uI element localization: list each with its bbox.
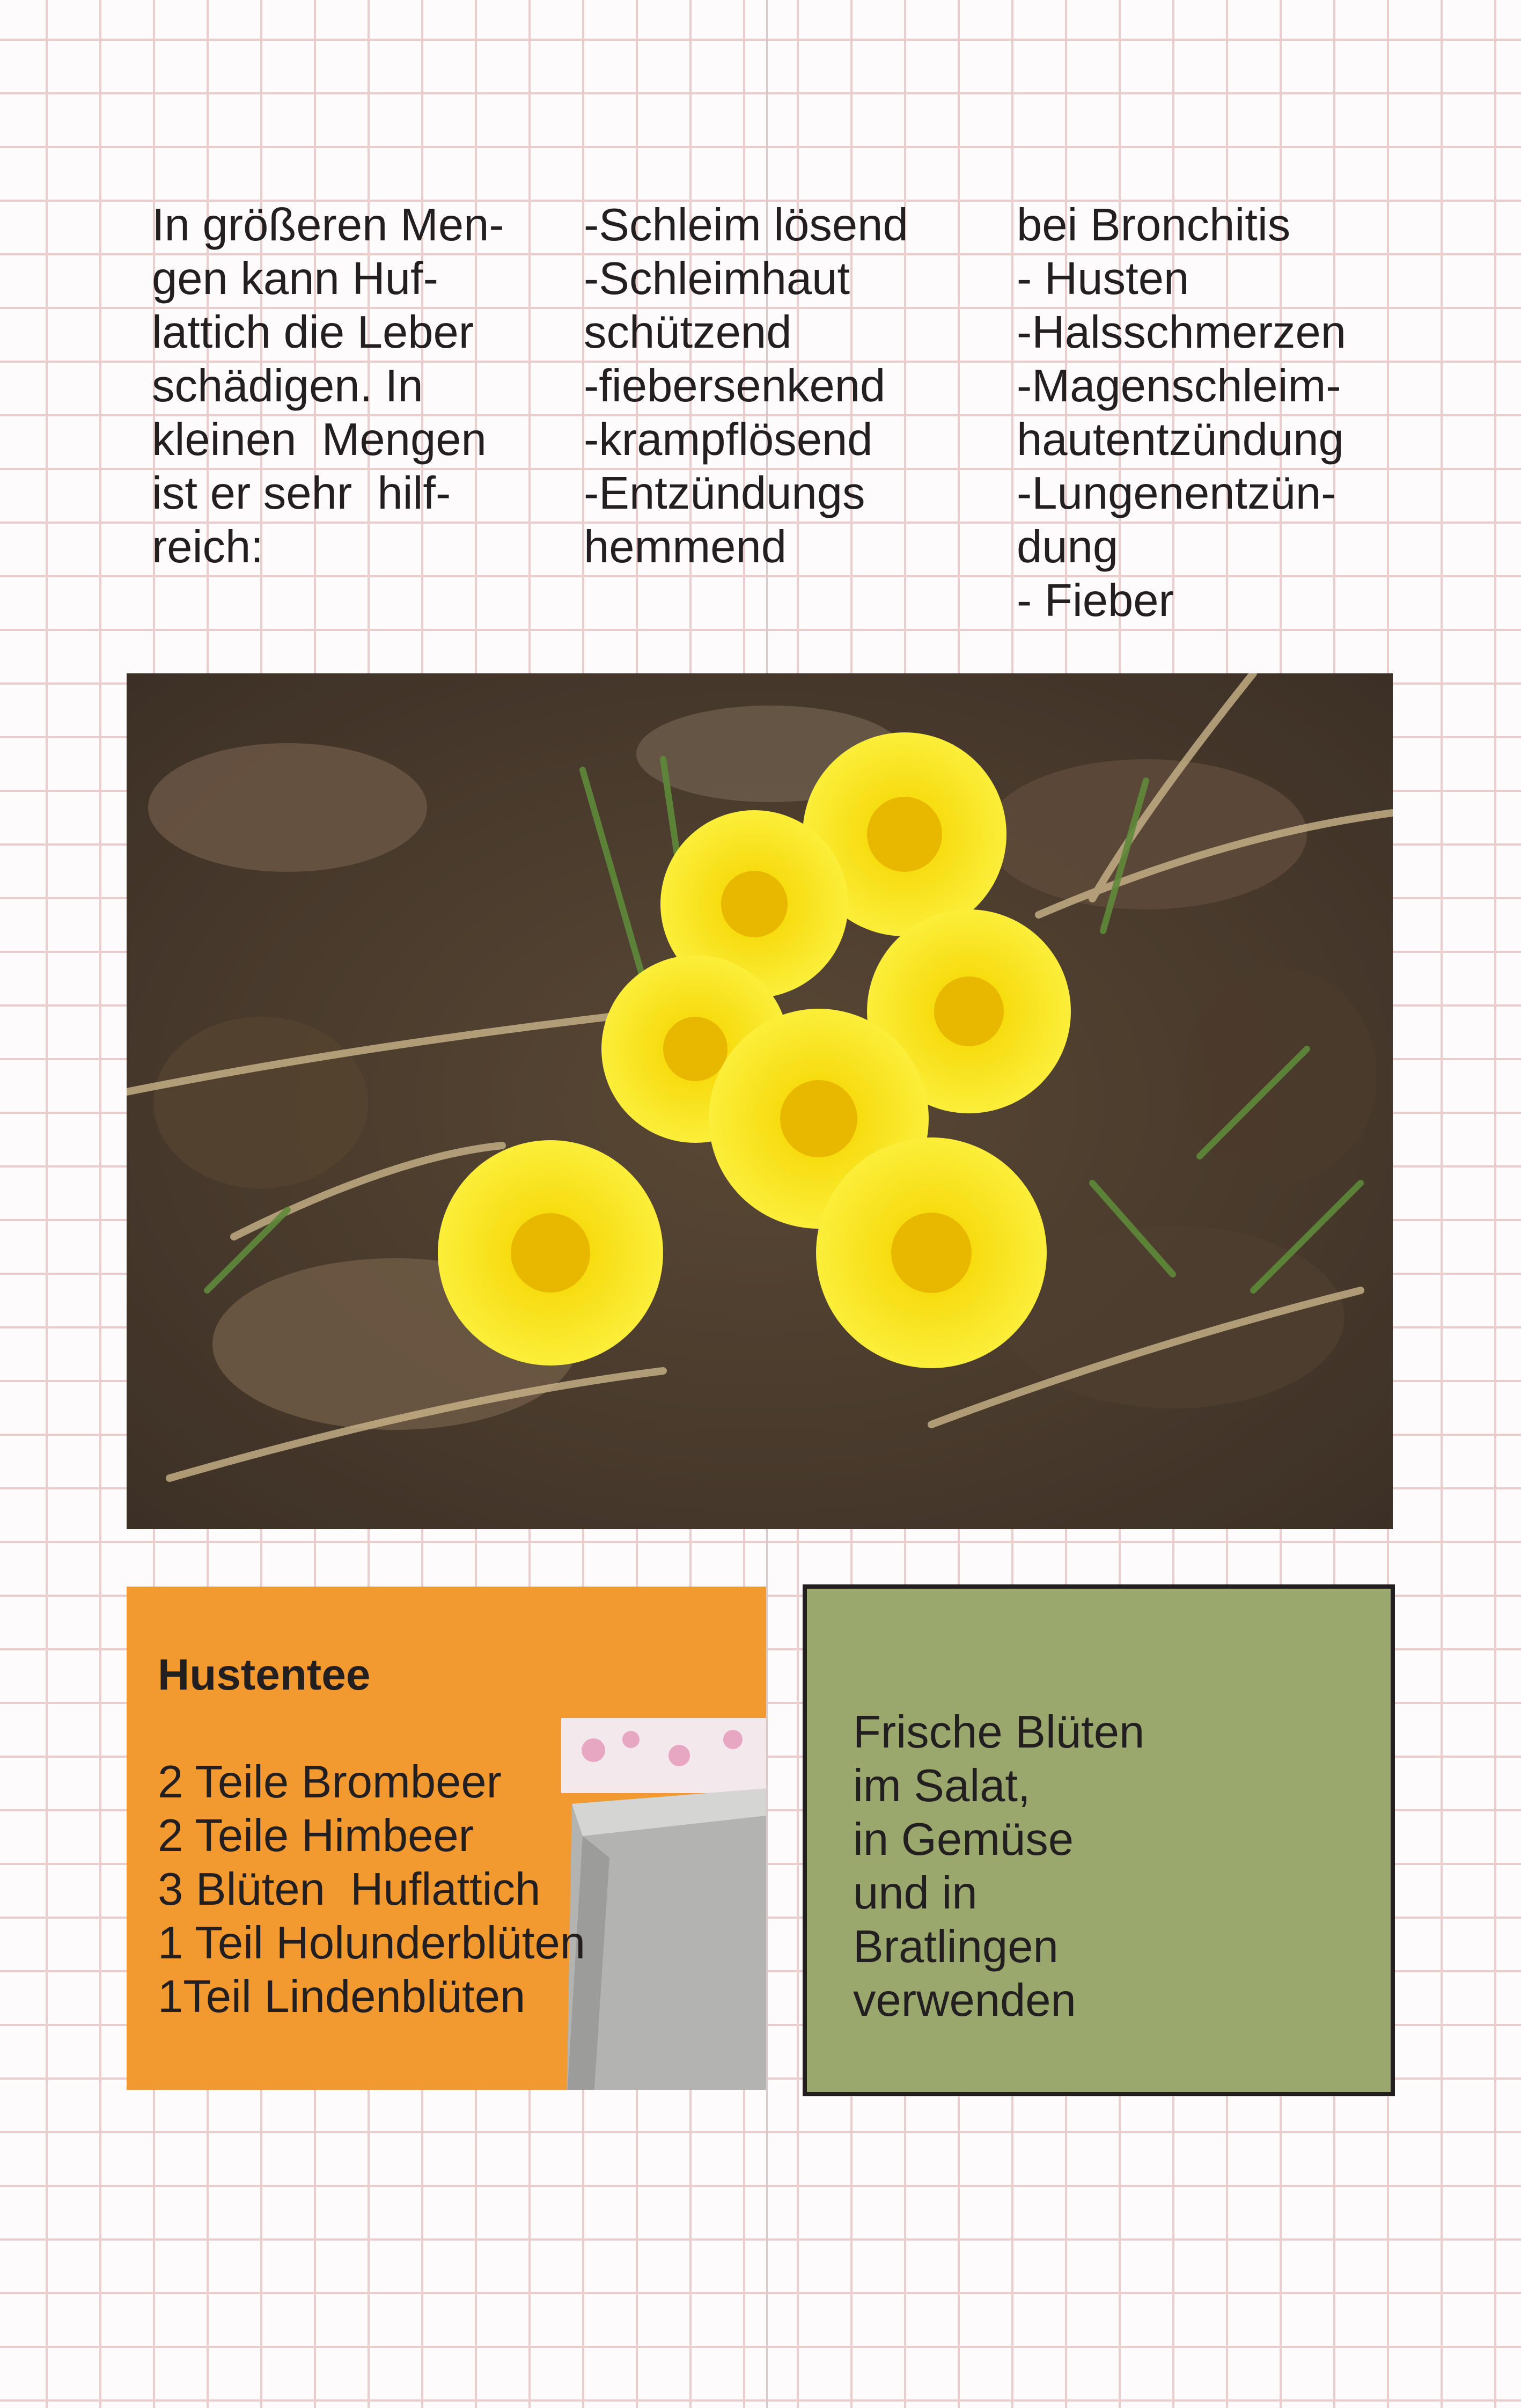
coltsfoot-photo	[127, 673, 1393, 1529]
effects-text-column: -Schleim lösend -Schleimhaut schützend -fiebersenkend -krampflösend -Entzündungs hemmend	[584, 200, 908, 572]
usage-text: Frische Blüten im Salat, in Gemüse und in Bratlingen verwenden	[853, 1707, 1145, 2026]
usage-box	[803, 1584, 1395, 2096]
teabag-picture	[561, 1718, 766, 2090]
tea-ingredients: 2 Teile Brombeer 2 Teile Himbeer 3 Blüten Huflattich 1 Teil Holunderblüten 1Teil Lindenblüten	[158, 1757, 586, 2022]
tea-title: Hustentee	[158, 1650, 371, 1699]
indications-text-column: bei Bronchitis - Husten -Halsschmerzen -Magenschleim- hautentzündung -Lungenentzün- dung - Fieber	[1017, 200, 1347, 626]
tea-recipe-box	[127, 1587, 766, 2090]
intro-text-column: In größeren Men- gen kann Huf- lattich die Leber schädigen. In kleinen Mengen ist er sehr hilf- reich:	[152, 200, 504, 572]
